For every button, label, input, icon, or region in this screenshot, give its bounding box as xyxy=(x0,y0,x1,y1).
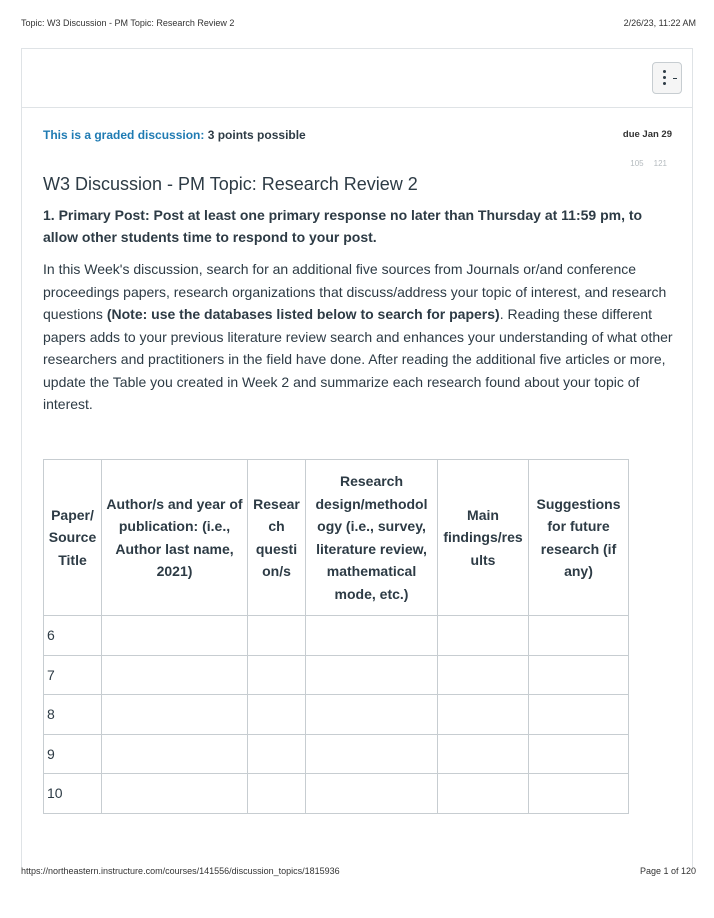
table-cell xyxy=(438,695,529,735)
discussion-title: W3 Discussion - PM Topic: Research Review 2 xyxy=(43,174,418,195)
table-cell xyxy=(438,616,529,656)
table-cell xyxy=(102,734,248,774)
table-cell: 8 xyxy=(44,695,102,735)
print-footer-url: https://northeastern.instructure.com/courses/141556/discussion_topics/1815936 xyxy=(21,866,340,876)
print-header xyxy=(21,18,696,28)
table-cell xyxy=(306,695,438,735)
body-text-part2: . Reading these different papers adds to your previous literature review search and enhances your understanding of what other researchers and practitioners in the field have done. After reading the additional five articles or more, update the Table you created in Week 2 and summarize each research found about your topic of interest. xyxy=(43,306,673,412)
primary-post-instruction: 1. Primary Post: Post at least one primary response no later than Thursday at 11:59 pm, to allow other students time to respond to your post. xyxy=(43,207,643,245)
table-cell xyxy=(438,655,529,695)
table-cell: 9 xyxy=(44,734,102,774)
print-header-title: Topic: W3 Discussion - PM Topic: Research Review 2 xyxy=(21,18,235,28)
caret-icon xyxy=(673,78,677,79)
table-cell xyxy=(529,616,629,656)
table-header-cell: Suggestions for future research (if any) xyxy=(529,460,629,616)
table-header-cell: Research design/methodol ogy (i.e., survey, literature review, mathematical mode, etc.) xyxy=(306,460,438,616)
table-cell xyxy=(438,734,529,774)
body-text-note: (Note: use the databases listed below to search for papers) xyxy=(106,306,500,322)
print-footer xyxy=(21,866,696,876)
table-cell xyxy=(529,655,629,695)
table-cell xyxy=(102,695,248,735)
table-cell xyxy=(102,616,248,656)
kebab-menu-icon xyxy=(663,70,667,88)
table-row xyxy=(44,734,629,774)
table-header-cell: Resear ch questi on/s xyxy=(248,460,306,616)
count-a: 105 xyxy=(630,159,644,168)
research-review-table xyxy=(43,459,629,814)
table-cell xyxy=(306,616,438,656)
kebab-menu-button[interactable] xyxy=(652,62,682,94)
points-possible: 3 points possible xyxy=(207,128,306,142)
reply-counts xyxy=(630,159,667,168)
due-date: due Jan 29 xyxy=(622,129,672,140)
body-text-part1: In this Week's discussion, search for an additional five sources from Journals or/and conference proceedings papers, research organizations that discuss/address your topic of interest, and research questions xyxy=(43,261,667,322)
table-cell xyxy=(529,734,629,774)
discussion-toolbar xyxy=(22,49,692,108)
table-header-cell: Main findings/res ults xyxy=(438,460,529,616)
print-header-datetime: 2/26/23, 11:22 AM xyxy=(623,18,696,28)
table-row xyxy=(44,655,629,695)
table-row xyxy=(44,695,629,735)
graded-notice xyxy=(43,128,306,142)
table-cell xyxy=(438,774,529,814)
table-row xyxy=(44,616,629,656)
table-header-cell: Paper/ Source Title xyxy=(44,460,102,616)
table-cell xyxy=(248,695,306,735)
table-row xyxy=(44,774,629,814)
table-cell: 10 xyxy=(44,774,102,814)
table-cell xyxy=(248,774,306,814)
table-cell xyxy=(306,734,438,774)
table-cell xyxy=(102,655,248,695)
print-footer-page: Page 1 of 120 xyxy=(639,866,696,876)
table-header-cell: Author/s and year of publication: (i.e., Author last name, 2021) xyxy=(102,460,248,616)
discussion-frame xyxy=(21,48,693,868)
table-header-row xyxy=(44,460,629,616)
table-cell xyxy=(306,655,438,695)
table-cell: 6 xyxy=(44,616,102,656)
table-cell xyxy=(102,774,248,814)
discussion-body xyxy=(43,258,683,416)
table-cell xyxy=(248,616,306,656)
table-cell xyxy=(529,695,629,735)
table-cell xyxy=(248,734,306,774)
count-b: 121 xyxy=(653,159,667,168)
table-cell xyxy=(248,655,306,695)
table-cell xyxy=(529,774,629,814)
graded-label: This is a graded discussion: xyxy=(43,128,205,142)
table-cell xyxy=(306,774,438,814)
table-cell: 7 xyxy=(44,655,102,695)
